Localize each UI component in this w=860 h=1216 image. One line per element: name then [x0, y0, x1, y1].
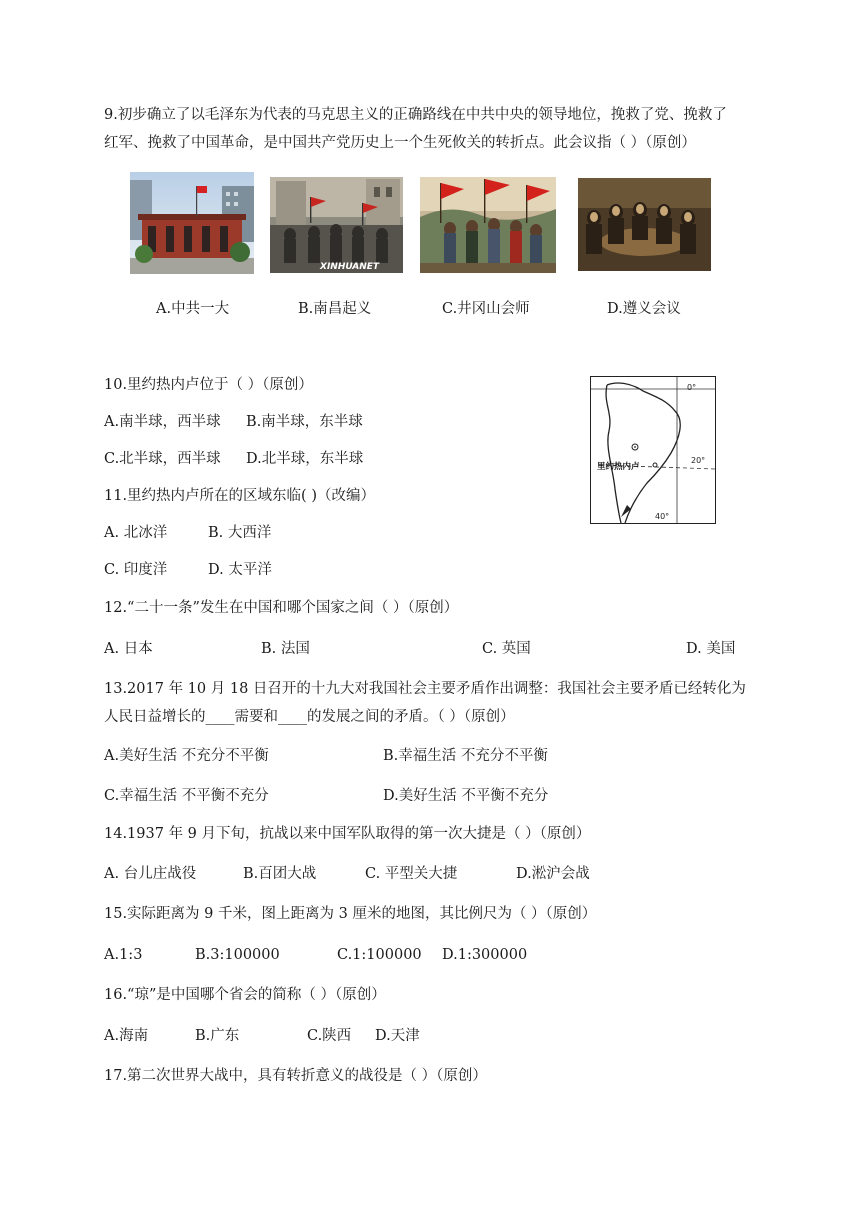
map-label-0deg: 0°: [687, 383, 697, 392]
photo-jinggangshan-meeting: [420, 177, 556, 273]
q16-option-d[interactable]: D.天津: [375, 1028, 420, 1044]
q13-stem-line1: 13.2017 年 10 月 18 日召开的十九大对我国社会主要矛盾作出调整：我国社会主要矛盾已经转化为: [104, 681, 746, 697]
q15-option-c[interactable]: C.1:100000: [337, 947, 422, 963]
q11-option-b[interactable]: B. 大西洋: [208, 525, 272, 541]
q13-option-a[interactable]: A.美好生活 不充分不平衡: [104, 748, 269, 764]
south-america-map: [590, 376, 716, 524]
q11-option-d[interactable]: D. 太平洋: [208, 562, 272, 578]
map-label-rio: 里约热内卢: [597, 462, 640, 472]
q15-stem: 15.实际距离为 9 千米，图上距离为 3 厘米的地图，其比例尺为（ ）（原创）: [104, 906, 597, 922]
q16-option-b[interactable]: B.广东: [195, 1028, 240, 1044]
q14-stem: 14.1937 年 9 月下旬，抗战以来中国军队取得的第一次大捷是（ ）（原创）: [104, 826, 591, 842]
photo-zunyi-conference: [578, 178, 711, 271]
q14-option-a[interactable]: A. 台儿庄战役: [104, 866, 197, 882]
q16-stem: 16.“琼”是中国哪个省会的简称（ ）（原创）: [104, 987, 386, 1003]
q17-stem: 17.第二次世界大战中，具有转折意义的战役是（ ）（原创）: [104, 1068, 487, 1084]
q16-option-a[interactable]: A.海南: [104, 1028, 149, 1044]
q15-option-a[interactable]: A.1:3: [104, 947, 143, 963]
q13-option-c[interactable]: C.幸福生活 不平衡不充分: [104, 788, 269, 804]
q9-stem-line2: 红军、挽救了中国革命，是中国共产党历史上一个生死攸关的转折点。此会议指（ ）（原创）: [104, 135, 696, 151]
map-label-40deg: 40°: [655, 512, 670, 521]
q13-option-d[interactable]: D.美好生活 不平衡不充分: [383, 788, 549, 804]
q10-option-a[interactable]: A.南半球，西半球: [104, 414, 221, 430]
q9-stem-line1: 9.初步确立了以毛泽东为代表的马克思主义的正确路线在中共中央的领导地位，挽救了党、挽救了: [104, 107, 727, 123]
q12-option-b[interactable]: B. 法国: [261, 641, 310, 657]
q13-stem-line2: 人民日益增长的____需要和____的发展之间的矛盾。（ ）（原创）: [104, 709, 515, 725]
q9-option-b[interactable]: B.南昌起义: [298, 301, 372, 317]
q11-option-c[interactable]: C. 印度洋: [104, 562, 168, 578]
q15-option-d[interactable]: D.1:300000: [442, 947, 528, 963]
q12-option-d[interactable]: D. 美国: [686, 641, 736, 657]
q12-option-a[interactable]: A. 日本: [104, 641, 153, 657]
q10-option-d[interactable]: D.北半球，东半球: [246, 451, 364, 467]
q12-option-c[interactable]: C. 英国: [482, 641, 531, 657]
q14-option-d[interactable]: D.淞沪会战: [516, 866, 590, 882]
q16-option-c[interactable]: C.陕西: [307, 1028, 352, 1044]
xinhuanet-watermark: XINHUANET: [320, 262, 380, 272]
q14-option-b[interactable]: B.百团大战: [243, 866, 317, 882]
q10-stem: 10.里约热内卢位于（ ）（原创）: [104, 377, 313, 393]
q10-option-b[interactable]: B.南半球，东半球: [246, 414, 363, 430]
q9-option-d[interactable]: D.遵义会议: [607, 301, 681, 317]
q13-option-b[interactable]: B.幸福生活 不充分不平衡: [383, 748, 548, 764]
photo-first-congress-building: [130, 172, 254, 274]
q11-stem: 11.里约热内卢所在的区域东临( )（改编）: [104, 488, 375, 504]
q12-stem: 12.“二十一条”发生在中国和哪个国家之间（ ）（原创）: [104, 600, 459, 616]
q9-option-a[interactable]: A.中共一大: [156, 301, 230, 317]
q14-option-c[interactable]: C. 平型关大捷: [365, 866, 458, 882]
map-label-20deg: 20°: [691, 456, 706, 465]
photo-nanchang-uprising: [270, 177, 403, 273]
q11-option-a[interactable]: A. 北冰洋: [104, 525, 168, 541]
q10-option-c[interactable]: C.北半球，西半球: [104, 451, 221, 467]
q9-option-c[interactable]: C.井冈山会师: [442, 301, 530, 317]
q15-option-b[interactable]: B.3:100000: [195, 947, 280, 963]
